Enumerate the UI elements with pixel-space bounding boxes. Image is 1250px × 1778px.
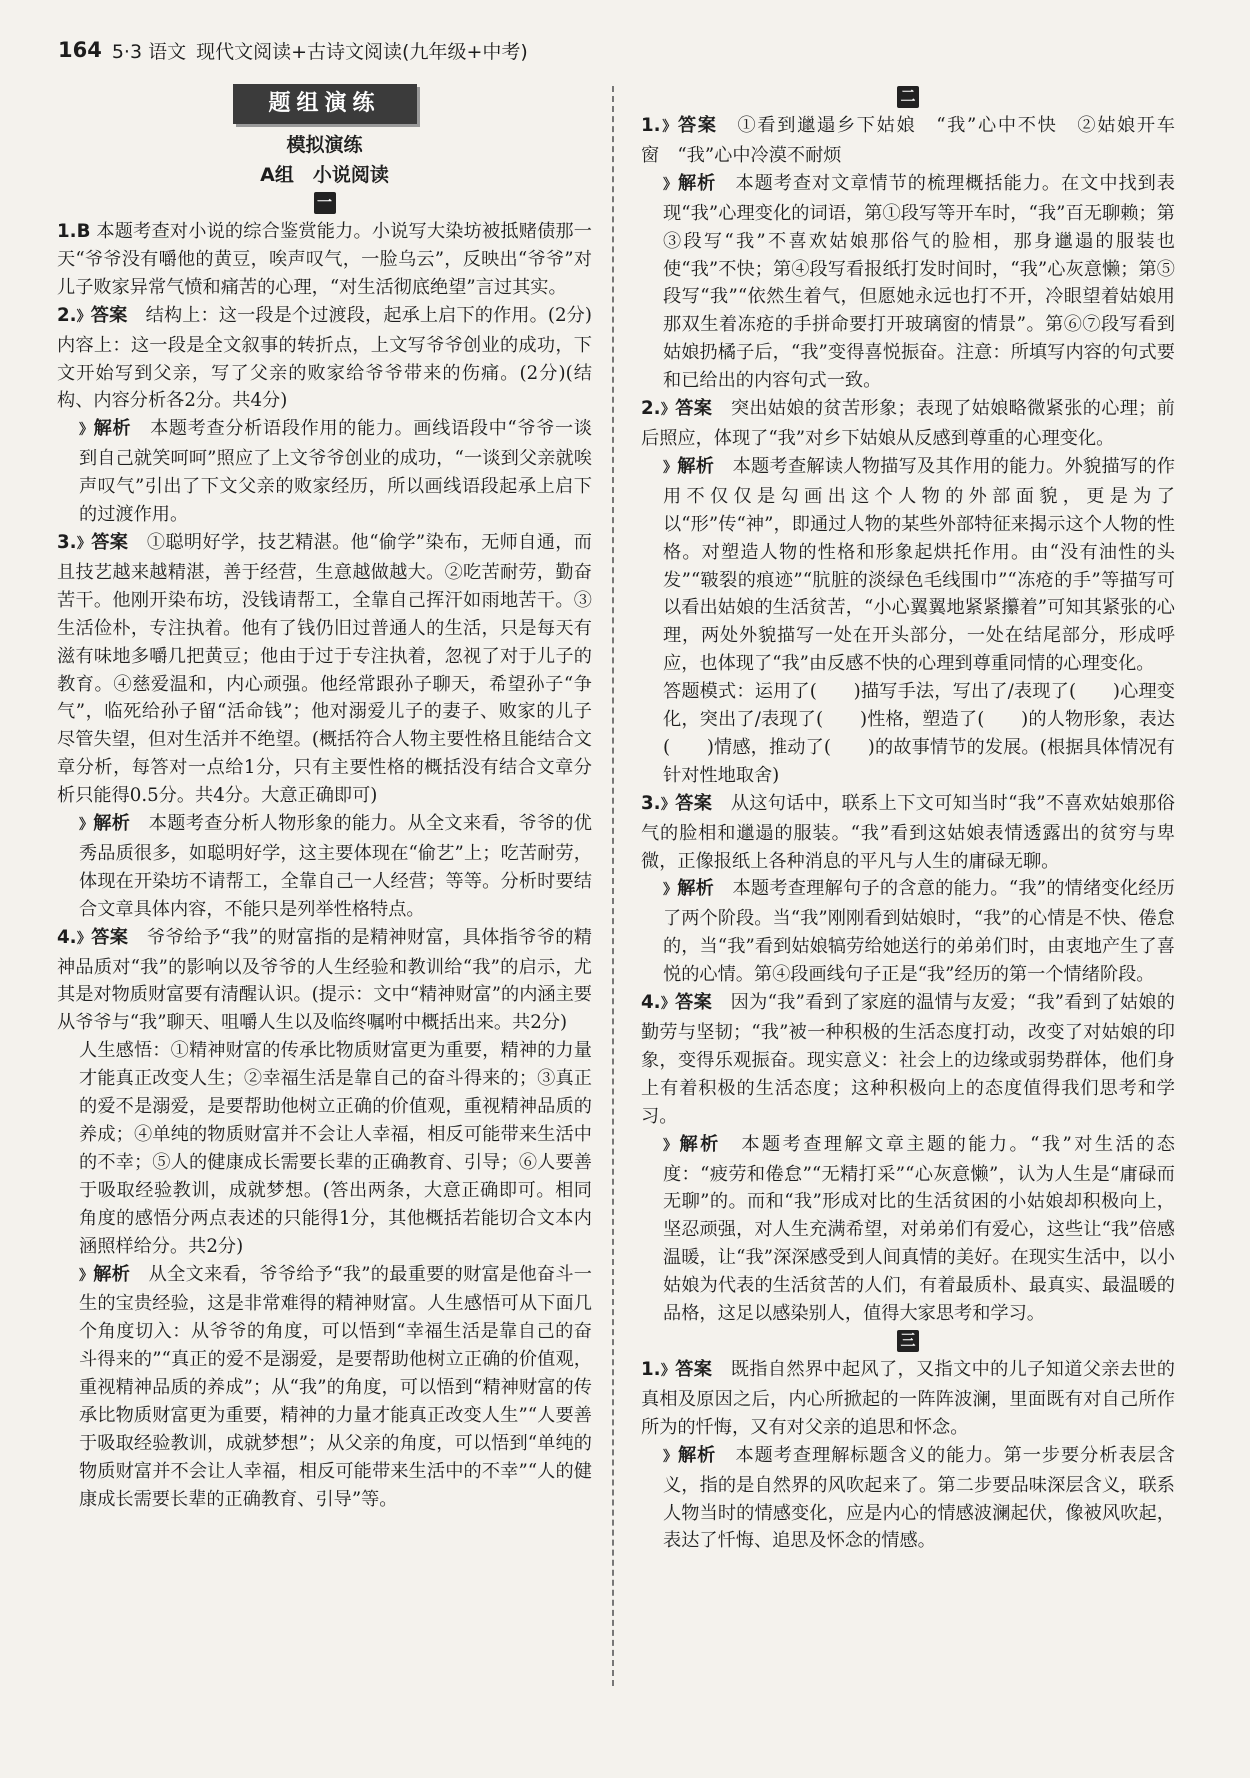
analysis-tag: 解析 bbox=[677, 172, 717, 194]
answer-text: ①聪明好学，技艺精湛。他“偷学”染布，无师自通，而且技艺越来越精湛，善于经营，生意越做越大。②吃苦耐劳，勤奋苦干。他刚开染布坊，没钱请帮工，全靠自己挥汗如雨地苦干。③生活俭朴，专注执着。他有了钱仍旧过普通人的生活，只是每天有滋有味地多嚼几把黄豆；他由于过于专注执着，忽视了对于儿子的教育。④慈爱温和，内心顽强。他经常跟孙子聊天，希望孙子“争气”，临死给孙子留“活命钱”；他对溺爱儿子的妻子、败家的儿子尽管失望，但对生活并不绝望。(概括符合人物主要性格且能结合文章分析，每答对一点给1分，只有主要性格的概括没有结合文章分析只能得0.5分。共4分。大意正确即可) bbox=[57, 531, 592, 807]
arrow-icon: 》 bbox=[663, 1137, 680, 1154]
question-3-analysis bbox=[57, 810, 592, 924]
arrow-icon: 》 bbox=[79, 1267, 94, 1284]
answer-text: 突出姑娘的贫苦形象；表现了姑娘略微紧张的心理；前后照应，体现了“我”对乡下姑娘从反感到尊重的心理变化。 bbox=[641, 398, 1175, 449]
answer-tag: 答案 bbox=[91, 926, 129, 948]
arrow-icon: 》 bbox=[79, 817, 94, 834]
arrow-icon: 》 bbox=[76, 308, 91, 325]
page-header bbox=[58, 34, 528, 66]
answer-text: 既指自然界中起风了，又指文中的儿子知道父亲去世的真相及原因之后，内心所掀起的一阵阵波澜，里面既有对自己所作所为的忏悔，又有对父亲的追思和怀念。 bbox=[641, 1358, 1175, 1438]
answer-tag: 答案 bbox=[675, 792, 713, 814]
question-4-analysis bbox=[57, 1261, 592, 1514]
arrow-icon: 》 bbox=[660, 119, 678, 135]
r-question-1-answer bbox=[641, 112, 1175, 170]
analysis-text: 本题考查对文章情节的梳理概括能力。在文中找到表现“我”心理变化的词语，第①段写等开车时，“我”百无聊赖；第③段写“我”不喜欢姑娘那俗气的脸相，那身邋遢的服装也使“我”不快；第④段写看报纸打发时间时，“我”心灰意懒；第⑤段写“我”“依然生着气，但愿她永远也打不开，冷眼望着姑娘用那双生着冻疮的手拼命要打开玻璃窗的情景”。第⑥⑦段写看到姑娘扔橘子后，“我”变得喜悦振奋。注意：所填写内容的句式要和已给出的内容句式一致。 bbox=[663, 172, 1175, 392]
arrow-icon: 》 bbox=[76, 930, 92, 947]
right-column bbox=[641, 84, 1175, 1555]
r-question-5-analysis bbox=[641, 1442, 1175, 1556]
question-number: 1. bbox=[641, 1358, 661, 1380]
answer-tag: 答案 bbox=[90, 304, 128, 326]
question-number: 2. bbox=[57, 304, 77, 326]
analysis-tag: 解析 bbox=[677, 455, 715, 477]
question-1 bbox=[57, 218, 592, 302]
section-mark-three: 三 bbox=[897, 1330, 919, 1352]
question-number: 4. bbox=[57, 926, 77, 948]
question-text: 本题考查对小说的综合鉴赏能力。小说写大染坊被抵赌债那一天“爷爷没有嚼他的黄豆，唉声叹气，一脸乌云”，反映出“爷爷”对儿子败家异常气愤和痛苦的心理，“对生活彻底绝望”言过其实。 bbox=[57, 221, 592, 298]
question-2-answer bbox=[57, 302, 592, 416]
arrow-icon: 》 bbox=[660, 996, 676, 1013]
question-number: 1.B bbox=[57, 221, 91, 242]
analysis-tag: 解析 bbox=[93, 813, 131, 835]
r-question-1-analysis bbox=[641, 170, 1175, 395]
arrow-icon: 》 bbox=[79, 422, 94, 439]
question-number: 3. bbox=[641, 792, 661, 814]
question-number: 2. bbox=[641, 398, 661, 420]
r-question-2-template: 答题模式：运用了( )描写手法，写出了/表现了( )心理变化，突出了/表现了( )性格，塑造了( )的人物形象，表达( )情感，推动了( )的故事情节的发展。(根据具体情况有针对性地取舍) bbox=[663, 681, 1175, 786]
r-question-2-answer bbox=[641, 395, 1175, 453]
arrow-icon: 》 bbox=[663, 882, 678, 899]
r-question-4-analysis bbox=[641, 1131, 1175, 1328]
question-4-answer bbox=[57, 924, 592, 1038]
subtitle: 模拟演练 bbox=[286, 134, 363, 156]
answer-tag: 答案 bbox=[675, 398, 713, 420]
answer-tag: 答案 bbox=[675, 992, 713, 1014]
r-question-2-analysis bbox=[641, 453, 1175, 678]
analysis-text: 从全文来看，爷爷给予“我”的最重要的财富是他奋斗一生的宝贵经验，这是非常难得的精神财富。人生感悟可从下面几个角度切入：从爷爷的角度，可以悟到“幸福生活是靠自己的奋斗得来的”“真正的爱不是溺爱，是要帮助他树立正确的价值观，重视精神品质的养成”；从“我”的角度，可以悟到“精神财富的传承比物质财富更为重要，精神的力量才能真正改变人生”“人要善于吸取经验教训，成就梦想”；从父亲的角度，可以悟到“单纯的物质财富并不会让人幸福，相反可能带来生活中的不幸”“人的健康成长需要长辈的正确教育、引导”等。 bbox=[79, 1263, 592, 1510]
r-question-5-answer bbox=[641, 1356, 1175, 1442]
arrow-icon: 》 bbox=[660, 796, 676, 813]
answer-text: 因为“我”看到了家庭的温情与友爱；“我”看到了姑娘的勤劳与坚韧；“我”被一种积极的生活态度打动，改变了对姑娘的印象，变得乐观振奋。现实意义：社会上的边缘或弱势群体，他们身上有着积极的生活态度；这种积极向上的态度值得我们思考和学习。 bbox=[641, 992, 1175, 1127]
answer-text: 从这句话中，联系上下文可知当时“我”不喜欢姑娘那俗气的脸相和邋遢的服装。“我”看到这姑娘表情透露出的贫穷与卑微，正像报纸上各种消息的平凡与人生的庸碌无聊。 bbox=[641, 792, 1175, 872]
analysis-text: 本题考查分析人物形象的能力。从全文来看，爷爷的优秀品质很多，如聪明好学，这主要体现在“偷艺”上；吃苦耐劳，体现在开染坊不请帮工，全靠自己一人经营；等等。分析时要结合文章具体内容，不能只是列举性格特点。 bbox=[79, 813, 592, 920]
column-divider bbox=[612, 86, 614, 1686]
group-title: A组 小说阅读 bbox=[260, 164, 389, 186]
arrow-icon: 》 bbox=[663, 176, 678, 193]
arrow-icon: 》 bbox=[663, 1448, 678, 1465]
analysis-text: 本题考查理解标题含义的能力。第一步要分析表层含义，指的是自然界的风吹起来了。第二步要品味深层含义，联系人物当时的情感变化，应是内心的情感波澜起伏，像被风吹起，表达了忏悔、追思及怀念的情感。 bbox=[663, 1444, 1175, 1552]
analysis-tag: 解析 bbox=[93, 1263, 131, 1285]
r-question-4-answer bbox=[641, 989, 1175, 1131]
arrow-icon: 》 bbox=[663, 459, 678, 476]
section-mark-one: 一 bbox=[314, 192, 336, 214]
question-number: 3. bbox=[57, 531, 77, 553]
arrow-icon: 》 bbox=[660, 402, 676, 419]
series-label: 5·3 语文 bbox=[111, 40, 187, 63]
analysis-tag: 解析 bbox=[677, 878, 715, 900]
answer-tag: 答案 bbox=[91, 531, 129, 553]
section-mark-two: 二 bbox=[897, 86, 919, 108]
r-question-3-analysis bbox=[641, 875, 1175, 989]
left-column bbox=[57, 84, 592, 1514]
analysis-text: 本题考查解读人物描写及其作用的能力。外貌描写的作用不仅仅是勾画出这个人物的外部面貌，更是为了以“形”传“神”，即通过人物的某些外部特征来揭示这个人物的性格。对塑造人物的性格和形象起烘托作用。由“没有油性的头发”“皲裂的痕迹”“肮脏的淡绿色毛线围巾”“冻疮的手”等描写可以看出姑娘的生活贫苦，“小心翼翼地紧紧攥着”可知其紧张的心理，两处外貌描写一处在开头部分，一处在结尾部分，形成呼应，也体现了“我”由反感不快的心理到尊重同情的心理变化。 bbox=[663, 455, 1175, 675]
question-2-analysis bbox=[57, 415, 592, 529]
arrow-icon: 》 bbox=[660, 1362, 676, 1379]
analysis-text: 本题考查分析语段作用的能力。画线语段中“爷爷一谈到自己就笑呵呵”照应了上文爷爷创业的成功，“一谈到父亲就唉声叹气”引出了下文父亲的败家经历，所以画线语段起承上启下的过渡作用。 bbox=[79, 418, 592, 526]
analysis-text: 本题考查理解文章主题的能力。“我”对生活的态度：“疲劳和倦怠”“无精打采”“心灰意懒”，认为人生是“庸碌而无聊”的。而和“我”形成对比的生活贫困的小姑娘却积极向上，坚忍顽强，对人生充满希望，对弟弟们有爱心，这些让“我”倍感温暖，让“我”深深感受到人间真情的美好。在现实生活中，以小姑娘为代表的生活贫苦的人们，有着最质朴、最真实、最温暖的品格，这足以感染别人，值得大家思考和学习。 bbox=[663, 1133, 1175, 1325]
r-question-3-answer bbox=[641, 790, 1175, 876]
answer-tag: 答案 bbox=[677, 115, 718, 136]
analysis-text: 本题考查理解句子的含意的能力。“我”的情绪变化经历了两个阶段。当“我”刚刚看到姑娘时，“我”的心情是不快、倦怠的，当“我”看到姑娘犒劳给她送行的弟弟们时，由衷地产生了喜悦的心情。第④段画线句子正是“我”经历的第一个情绪阶段。 bbox=[663, 878, 1175, 986]
arrow-icon: 》 bbox=[76, 535, 92, 552]
book-title: 现代文阅读+古诗文阅读(九年级+中考) bbox=[196, 40, 528, 63]
question-4-extra: 人生感悟：①精神财富的传承比物质财富更为重要，精神的力量才能真正改变人生；②幸福生活是靠自己的奋斗得来的；③真正的爱不是溺爱，是要帮助他树立正确的价值观，重视精神品质的养成；④单纯的物质财富并不会让人幸福，相反可能带来生活中的不幸；⑤人的健康成长需要长辈的正确教育、引导；⑥人要善于吸取经验教训，成就梦想。(答出两条，大意正确即可。相同角度的感悟分两点表述的只能得1分，其他概括若能切合文本内涵照样给分。共2分) bbox=[79, 1040, 592, 1257]
answer-text: 爷爷给予“我”的财富指的是精神财富，具体指爷爷的精神品质对“我”的影响以及爷爷的人生经验和教训给“我”的启示，尤其是对物质财富要有清醒认识。(提示：文中“精神财富”的内涵主要从爷爷与“我”聊天、咀嚼人生以及临终嘱咐中概括出来。共2分) bbox=[57, 926, 592, 1034]
analysis-tag: 解析 bbox=[93, 418, 132, 440]
section-banner: 题组演练 bbox=[233, 84, 417, 124]
answer-text: ①看到邋遢乡下姑娘 “我”心中不快 ②姑娘开车窗 “我”心中冷漠不耐烦 bbox=[641, 115, 1175, 166]
answer-tag: 答案 bbox=[675, 1358, 713, 1380]
question-3-answer bbox=[57, 529, 592, 810]
answer-text: 结构上：这一段是个过渡段，起承上启下的作用。(2分)内容上：这一段是全文叙事的转折点，上文写爷爷创业的成功，下文开始写到父亲，写了父亲的败家给爷爷带来的伤痛。(2分)(结构、内容分析各2分。共4分) bbox=[57, 304, 593, 412]
analysis-tag: 解析 bbox=[677, 1444, 717, 1466]
analysis-tag: 解析 bbox=[679, 1133, 721, 1155]
page-number: 164 bbox=[58, 38, 102, 62]
question-number: 1. bbox=[641, 115, 661, 136]
question-number: 4. bbox=[641, 992, 661, 1014]
